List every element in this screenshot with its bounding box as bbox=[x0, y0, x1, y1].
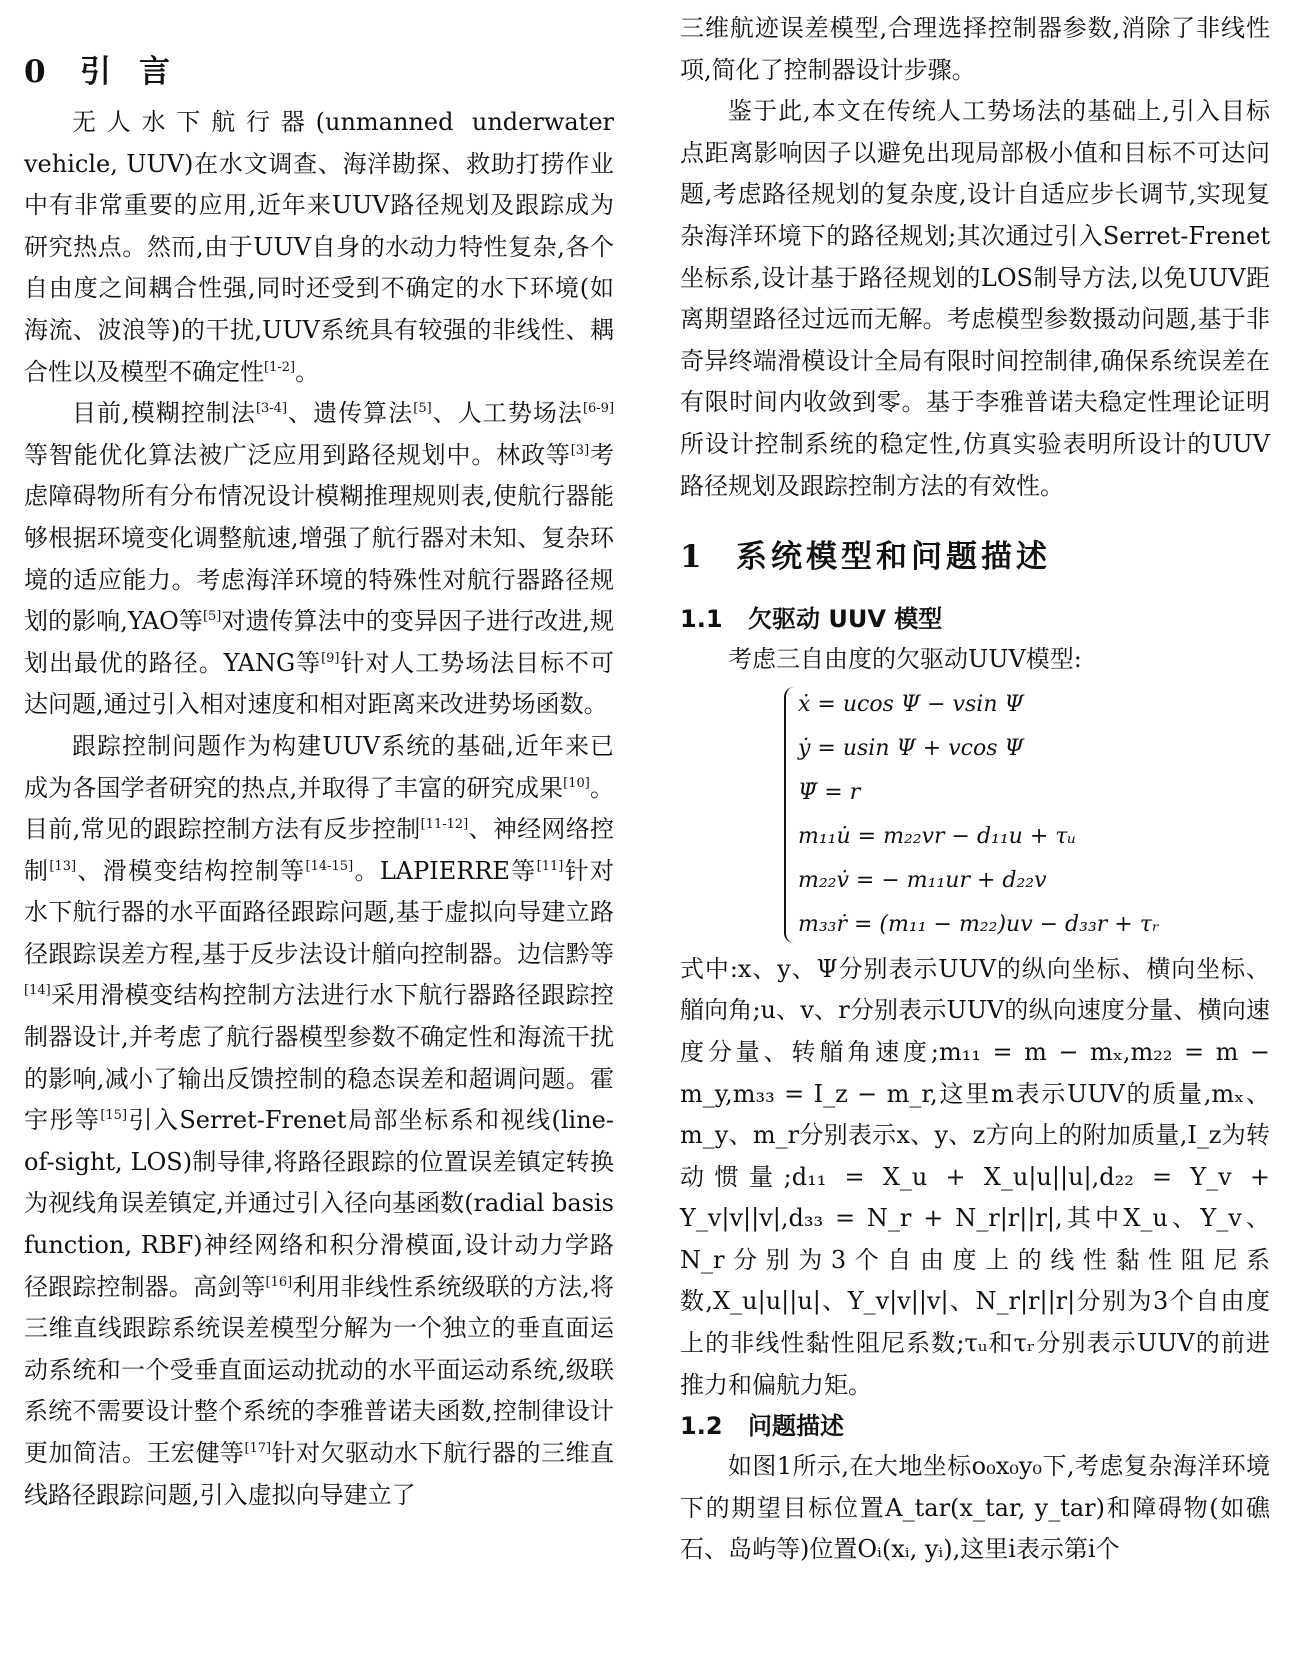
citation: [14] bbox=[24, 983, 51, 999]
equation-system bbox=[784, 683, 1270, 947]
citation: [5] bbox=[413, 401, 432, 417]
equation-line: ẏ = usin Ψ + vcos Ψ bbox=[798, 735, 1024, 761]
paragraph-contribution: 鉴于此,本文在传统人工势场法的基础上,引入目标点距离影响因子以避免出现局部极小值和目标不可达问题,考虑路径规划的复杂度,设计自适应步长调节,实现复杂海洋环境下的路径规划;其次通过引入Serret-Frenet坐标系,设计基于路径规划的LOS制导方法,以免UUV距离期望路径过远而无解。考虑模型参数摄动问题,基于非奇异终端滑模设计全局有限时间控制律,确保系统误差在有限时间内收敛到零。基于李雅普诺夫稳定性理论证明所设计控制系统的稳定性,仿真实验表明所设计的UUV路径规划及跟踪控制方法的有效性。 bbox=[680, 97, 1270, 500]
citation: [13] bbox=[49, 858, 77, 874]
problem-description: 如图1所示,在大地坐标o₀x₀y₀下,考虑复杂海洋环境下的期望目标位置A_tar(x_tar, y_tar)和障碍物(如礁石、岛屿等)位置Oᵢ(xᵢ, yᵢ),这里i表示第i个 bbox=[680, 1452, 1270, 1564]
equation-line: Ψ̇ = r bbox=[798, 779, 861, 805]
model-variable-description: 式中:x、y、Ψ分别表示UUV的纵向坐标、横向坐标、艏向角;u、v、r分别表示UUV的纵向速度分量、横向速度分量、转艏角速度;m₁₁ = m − mₓ,m₂₂ = m − m_y,m₃₃ = I_z − m_r,这里m表示UUV的质量,mₓ、m_y、m_r分别表示x、y、z方向上的附加质量,I_z为转动惯量;d₁₁ = X_u + X_u|u||u|,d₂₂ = Y_v + Y_v|v||v|,d₃₃ = N_r + N_r|r||r|,其中X_u、Y_v、N_r分别为3个自由度上的线性黏性阻尼系数,X_u|u||u|、Y_v|v||v|、N_r|r||r|分别为3个自由度上的非线性黏性阻尼系数;τᵤ和τᵣ分别表示UUV的前进推力和偏航力矩。 bbox=[680, 954, 1270, 1399]
section-title: 引言 bbox=[80, 54, 198, 90]
model-intro: 考虑三自由度的欠驱动UUV模型: bbox=[728, 645, 1082, 674]
citation: [11] bbox=[536, 858, 564, 874]
citation: [1-2] bbox=[264, 359, 296, 375]
paragraph-continuation: 三维航迹误差模型,合理选择控制器参数,消除了非线性项,简化了控制器设计步骤。 bbox=[680, 14, 1270, 84]
equation-brace bbox=[784, 687, 798, 943]
section-number: 0 bbox=[24, 54, 46, 90]
citation: [9] bbox=[321, 650, 340, 666]
subsection-heading-1-1 bbox=[680, 599, 1270, 639]
section-heading-1 bbox=[680, 537, 1270, 577]
subsection-title: 欠驱动 UUV 模型 bbox=[748, 605, 943, 634]
citation: [6-9] bbox=[582, 401, 615, 417]
citation: [5] bbox=[202, 609, 222, 625]
subsection-title: 问题描述 bbox=[748, 1412, 844, 1441]
citation: [17] bbox=[244, 1440, 272, 1456]
section-title: 系统模型和问题描述 bbox=[736, 539, 1051, 576]
citation: [14-15] bbox=[305, 858, 354, 874]
citation: [11-12] bbox=[420, 817, 469, 832]
equation-line: ẋ = ucos Ψ − vsin Ψ bbox=[798, 691, 1024, 717]
paragraph-intro-3: 跟踪控制问题作为构建UUV系统的基础,近年来已成为各国学者研究的热点,并取得了丰富的研究成果[10]。目前,常见的跟踪控制方法有反步控制[11-12]、神经网络控制[13]、滑模变结构控制等[14-15]。LAPIERRE等[11]针对水下航行器的水平面路径跟踪问题,基于虚拟向导建立路径跟踪误差方程,基于反步法设计艏向控制器。边信黔等[14]采用滑模变结构控制方法进行水下航行器路径跟踪控制器设计,并考虑了航行器模型参数不确定性和海流干扰的影响,减小了输出反馈控制的稳态误差和超调问题。霍宇彤等[15]引入Serret-Frenet局部坐标系和视线(line-of-sight, LOS)制导律,将路径跟踪的位置误差镇定转换为视线角误差镇定,并通过引入径向基函数(radial basis function, RBF)神经网络和积分滑模面,设计动力学路径跟踪控制器。高剑等[16]利用非线性系统级联的方法,将三维直线跟踪系统误差模型分解为一个独立的垂直面运动系统和一个受垂直面运动扰动的水平面运动系统,级联系统不需要设计整个系统的李雅普诺夫函数,控制律设计更加简洁。王宏健等[17]针对欠驱动水下航行器的三维直线路径跟踪问题,引入虚拟向导建立了 bbox=[24, 731, 615, 1509]
subsection-number: 1.2 bbox=[680, 1412, 723, 1441]
equation-line: m₁₁u̇ = m₂₂vr − d₁₁u + τᵤ bbox=[798, 823, 1077, 849]
citation: [3] bbox=[570, 442, 590, 458]
citation: [10] bbox=[563, 775, 590, 791]
paragraph-intro-2: 目前,模糊控制法[3-4]、遗传算法[5]、人工势场法[6-9]等智能优化算法被广泛应用到路径规划中。林政等[3]考虑障碍物所有分布情况设计模糊推理规则表,使航行器能够根据环境变化调整航速,增强了航行器对未知、复杂环境的适应能力。考虑海洋环境的特殊性对航行器路径规划的影响,YAO等[5]对遗传算法中的变异因子进行改进,规划出最优的路径。YANG等[9]针对人工势场法目标不可达问题,通过引入相对速度和相对距离来改进势场函数。 bbox=[24, 399, 615, 719]
subsection-heading-1-2 bbox=[680, 1406, 1270, 1446]
citation: [15] bbox=[100, 1108, 128, 1124]
section-heading-0 bbox=[24, 52, 614, 92]
paragraph-intro-1: 无人水下航行器(unmanned underwater vehicle, UUV)在水文调查、海洋勘探、救助打捞作业中有非常重要的应用,近年来UUV路径规划及跟踪成为研究热点。然而,由于UUV自身的水动力特性复杂,各个自由度之间耦合性强,同时还受到不确定的水下环境(如海流、波浪等)的干扰,UUV系统具有较强的非线性、耦合性以及模型不确定性[1-2]。 bbox=[24, 108, 614, 386]
left-column bbox=[24, 0, 614, 1516]
section-number: 1 bbox=[680, 539, 702, 576]
equation-line: m₂₂v̇ = − m₁₁ur + d₂₂v bbox=[798, 867, 1047, 893]
right-column bbox=[680, 0, 1270, 1571]
subsection-number: 1.1 bbox=[680, 605, 723, 634]
citation: [3-4] bbox=[255, 401, 288, 417]
equation-line: m₃₃ṙ = (m₁₁ − m₂₂)uv − d₃₃r + τᵣ bbox=[798, 911, 1160, 937]
citation: [16] bbox=[265, 1274, 293, 1290]
